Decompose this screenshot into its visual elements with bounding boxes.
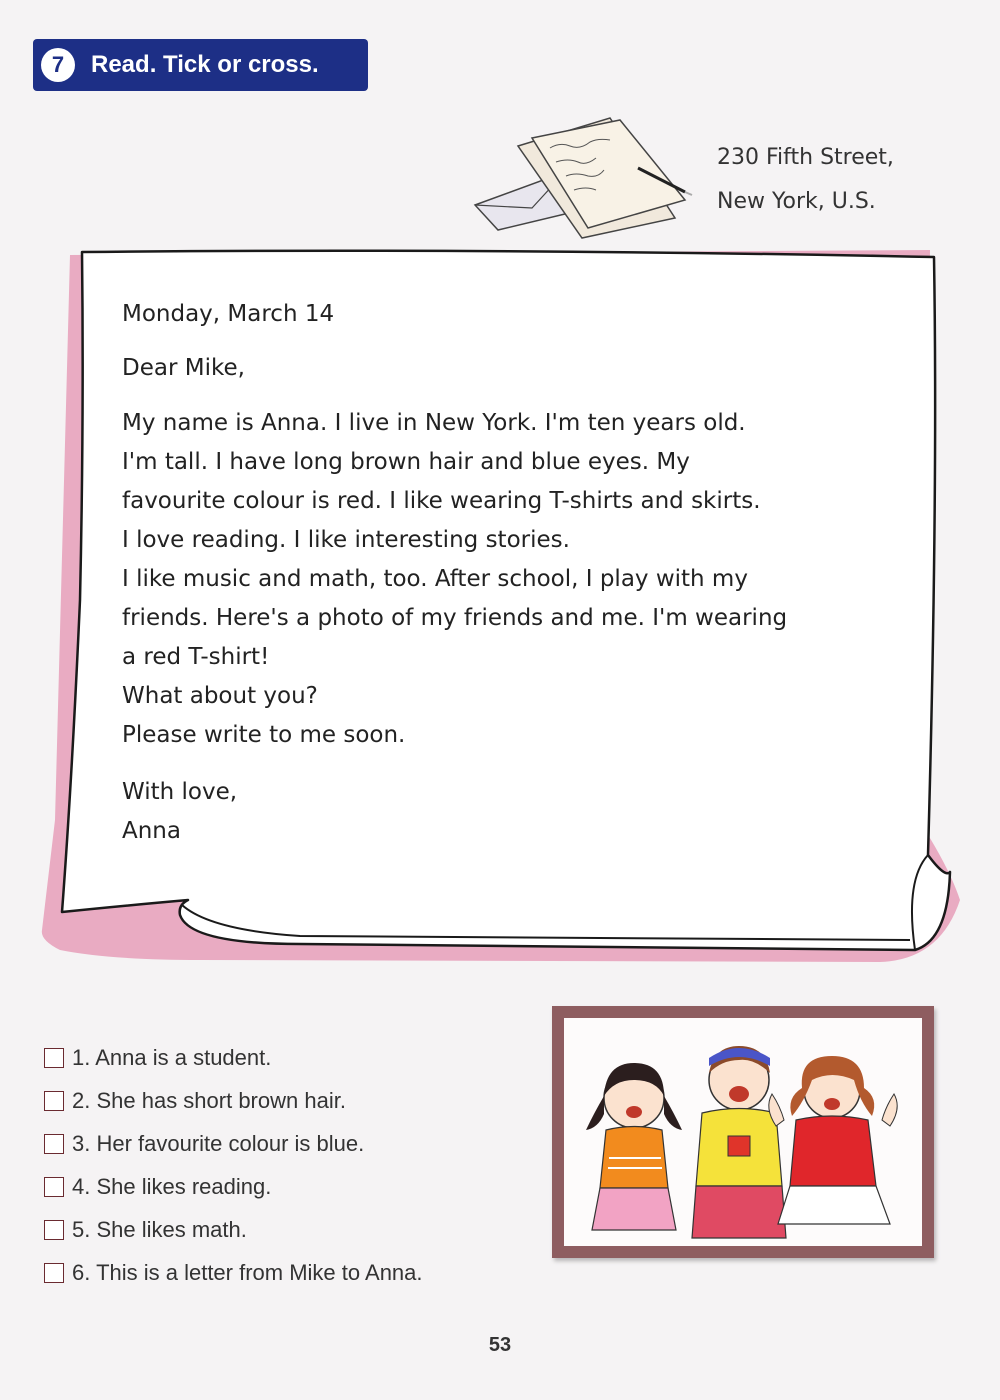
tick-checkbox[interactable] <box>44 1220 64 1240</box>
statement-text: 4. She likes reading. <box>72 1173 272 1199</box>
letter-closing <box>122 773 882 851</box>
statement-item <box>44 1251 544 1294</box>
statement-item <box>44 1165 544 1208</box>
statement-text: 2. She has short brown hair. <box>72 1087 346 1113</box>
tick-checkbox[interactable] <box>44 1134 64 1154</box>
tick-checkbox[interactable] <box>44 1263 64 1283</box>
letter-line: Please write to me soon. <box>122 722 406 748</box>
statement-text: 1. Anna is a student. <box>72 1044 272 1070</box>
address-line-1: 230 Fifth Street, <box>717 145 894 170</box>
three-girls-illustration <box>564 1018 922 1246</box>
friends-photo-frame <box>552 1006 934 1258</box>
statement-item <box>44 1208 544 1251</box>
exercise-instruction: Read. Tick or cross. <box>91 51 319 78</box>
tick-checkbox[interactable] <box>44 1091 64 1111</box>
exercise-number: 7 <box>41 48 75 82</box>
letter-line: My name is Anna. I live in New York. I'm ten years old. <box>122 410 746 436</box>
address-line-2: New York, U.S. <box>717 189 876 214</box>
statement-text: 6. This is a letter from Mike to Anna. <box>72 1259 423 1285</box>
letter-line: I like music and math, too. After school, I play with my <box>122 566 748 592</box>
friends-photo <box>564 1018 922 1246</box>
statement-item <box>44 1079 544 1122</box>
letter-body <box>122 296 882 851</box>
letter-signature: Anna <box>122 818 181 844</box>
statement-list <box>44 1036 544 1294</box>
letter-line: friends. Here's a photo of my friends and me. I'm wearing <box>122 605 788 631</box>
page-number: 53 <box>488 1334 512 1356</box>
letter-line: a red T-shirt! <box>122 644 270 670</box>
letter-date: Monday, March 14 <box>122 301 335 327</box>
statement-text: 3. Her favourite colour is blue. <box>72 1130 365 1156</box>
letter-line: favourite colour is red. I like wearing T-shirts and skirts. <box>122 488 761 514</box>
tick-checkbox[interactable] <box>44 1048 64 1068</box>
statement-item <box>44 1122 544 1165</box>
letter-line: I love reading. I like interesting stories. <box>122 527 570 553</box>
letter-paragraph <box>122 404 882 755</box>
letter-line: What about you? <box>122 683 318 709</box>
tick-checkbox[interactable] <box>44 1177 64 1197</box>
statement-item <box>44 1036 544 1079</box>
statement-text: 5. She likes math. <box>72 1216 247 1242</box>
letter-closing-line: With love, <box>122 779 238 805</box>
letter-greeting: Dear Mike, <box>122 355 245 381</box>
letter-line: I'm tall. I have long brown hair and blue eyes. My <box>122 449 690 475</box>
